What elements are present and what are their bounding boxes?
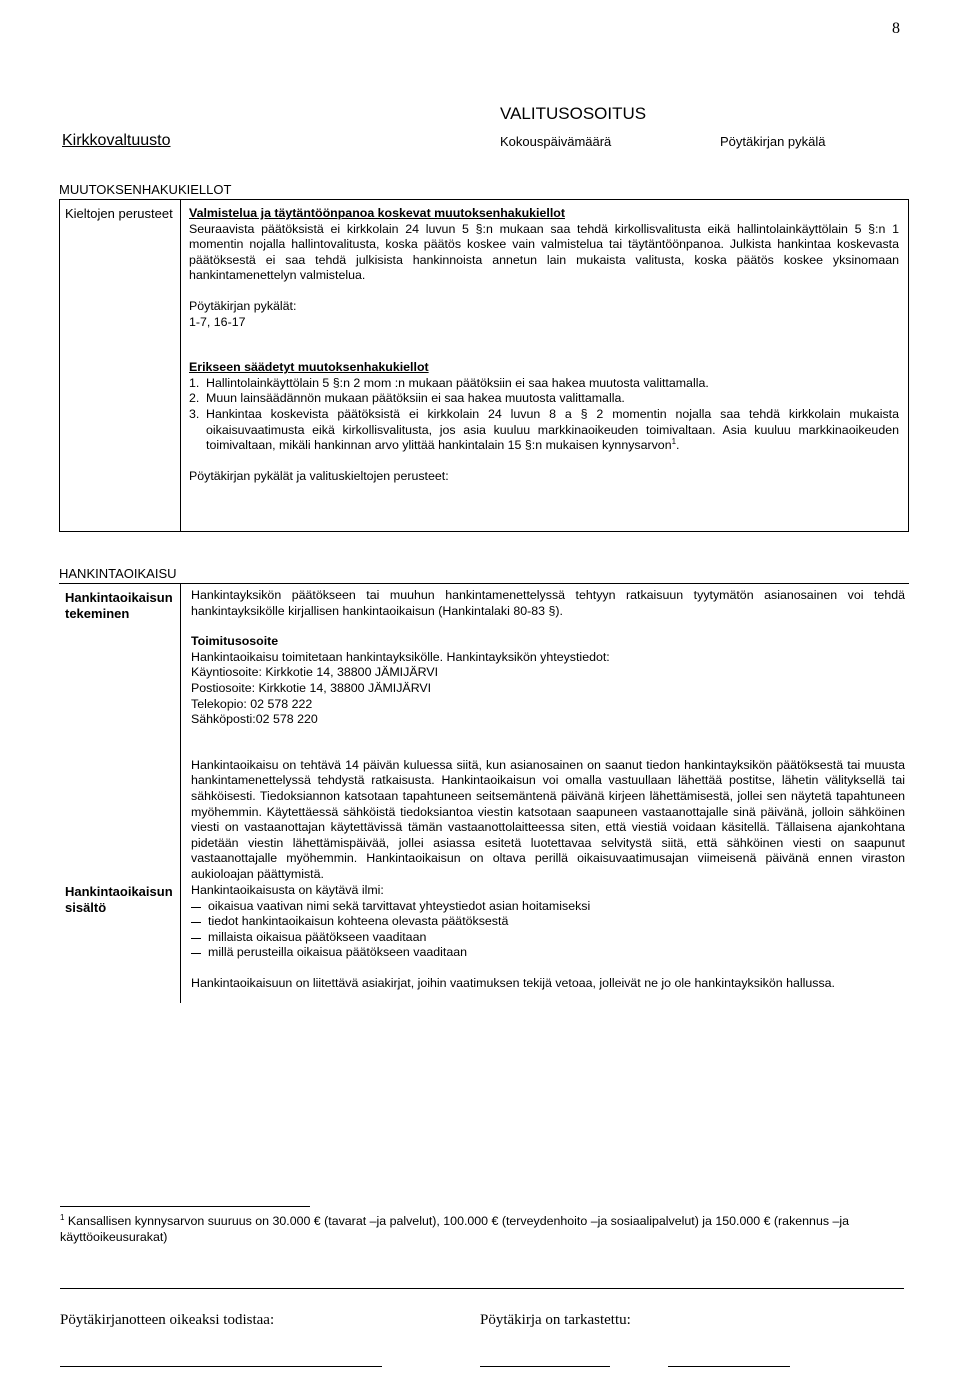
procurement-requirements — [191, 883, 905, 992]
attachments-note: Hankintaoikaisuun on liitettävä asiakirjat, joihin vaatimuksen tekijä vetoaa, jolleivät ne jo ole hankintayksikön hallussa. — [191, 975, 835, 990]
list-item: millä perusteilla oikaisua päätökseen vaaditaan — [191, 945, 905, 961]
procurement-making-label: Hankintaoikaisun tekeminen — [65, 590, 173, 621]
organization-name: Kirkkovaltuusto — [62, 132, 171, 149]
procurement-section-title: HANKINTAOIKAISU — [59, 566, 177, 581]
checked-label: Pöytäkirja on tarkastettu: — [480, 1312, 631, 1328]
restriction-paragraph: Seuraavista päätöksistä ei kirkkolain 24 luvun 5 §:n mukaan saa tehdä kirkollisvalitusta eikä hallintolainkäyttölain 5 §:n 1 momentin nojalla hallintovalitusta, koska päätös koskee vain valmistelua tai täytäntöönpanoa. Julkista hankintaa koskevasta päätöksestä ei saa tehdä julkisista hankinnoista annetun lain mukaista valitusta, koska päätös koskee yksinomaan hankintamenettelyn valmistelua. — [189, 221, 899, 283]
certified-label: Pöytäkirjanotteen oikeaksi todistaa: — [60, 1312, 275, 1328]
list-item: tiedot hankintaoikaisun kohteena olevasta päätöksestä — [191, 914, 905, 930]
procurement-content-label: Hankintaoikaisun sisältö — [65, 884, 173, 915]
content-intro: Hankintaoikaisusta on käytävä ilmi: — [191, 883, 384, 897]
list-item: 2. Muun lainsäädännön mukaan päätöksiin ei saa hakea muutosta valittamalla. — [189, 391, 625, 406]
bottom-rule — [60, 1288, 904, 1289]
grounds-label: Pöytäkirjan pykälät ja valituskieltojen perusteet: — [189, 468, 449, 483]
signature-line[interactable] — [668, 1366, 790, 1367]
footnote-separator — [60, 1206, 310, 1207]
list-item: oikaisua vaativan nimi sekä tarvittavat yhteystiedot asian hoitamiseksi — [191, 899, 905, 915]
page-number: 8 — [892, 20, 900, 37]
delivery-line: Postiosoite: Kirkkotie 14, 38800 JÄMIJÄRVI — [191, 680, 432, 695]
procurement-top-rule — [59, 583, 909, 584]
signature-line[interactable] — [60, 1366, 382, 1367]
meeting-date-label: Kokouspäivämäärä — [500, 134, 612, 149]
special-restrictions-heading: Erikseen säädetyt muutoksenhakukiellot — [189, 360, 429, 375]
restriction-content — [189, 206, 899, 484]
procurement-intro: Hankintayksikön päätökseen tai muuhun hankintamenettelyssä tehtyyn ratkaisuun tyytymätön asianosainen voi tehdä hankintayksikölle kirjallisen hankintaoikaisun (Hankintalaki 80-83 §). — [191, 588, 905, 618]
restriction-column-divider — [180, 199, 181, 532]
list-item: 3. Hankintaa koskevista päätöksistä ei kirkkolain 24 luvun 8 a § 2 momentin nojalla saa tehdä kirkkolain mukaista oikaisuvaatimusta eikä kirkollisvalitusta, jos asia kuuluu markkinaoikeuden toimivaltaan. Asia kuuluu markkinaoikeuden toimivaltaan, mikäli hankinnan arvo ylittää hankintalain 15 §:n mukaisen kynnysarvon$^1$. — [189, 406, 899, 453]
procurement-column-divider — [180, 583, 181, 1003]
restriction-left-label: Kieltojen perusteet — [65, 206, 173, 221]
document-title: VALITUSOSOITUS — [500, 104, 647, 123]
signature-line[interactable] — [480, 1366, 610, 1367]
section-label: Pöytäkirjan pykälä — [720, 134, 826, 149]
list-item: millaista oikaisua päätökseen vaaditaan — [191, 930, 905, 946]
footnote-mark: 1 — [60, 1213, 65, 1222]
delivery-line: Käyntiosoite: Kirkkotie 14, 38800 JÄMIJÄRVI — [191, 665, 439, 680]
sections-value: 1-7, 16-17 — [189, 314, 246, 329]
restriction-heading: Valmistelua ja täytäntöönpanoa koskevat muutoksenhakukiellot — [189, 206, 565, 220]
footnote — [60, 1214, 890, 1245]
delivery-line: Sähköposti:02 578 220 — [191, 712, 318, 727]
delivery-heading: Toimitusosoite — [191, 634, 279, 649]
content-items-list — [191, 899, 905, 961]
footnote-reference[interactable]: 1 — [671, 437, 677, 447]
sections-label: Pöytäkirjan pykälät: — [189, 298, 297, 313]
list-item: 1. Hallintolainkäyttölain 5 §:n 2 mom :n mukaan päätöksiin ei saa hakea muutosta valittamalla. — [189, 375, 709, 390]
delivery-line: Telekopio: 02 578 222 — [191, 696, 313, 711]
special-restrictions-list — [189, 376, 899, 454]
delivery-line: Hankintaoikaisu toimitetaan hankintayksikölle. Hankintayksikön yhteystiedot: — [191, 649, 610, 664]
restriction-section-title: MUUTOKSENHAKUKIELLOT — [59, 182, 232, 197]
deadline-paragraph: Hankintaoikaisu on tehtävä 14 päivän kuluessa siitä, kun asianosainen on saanut tiedon hankintayksikön päätöksestä tai muusta hankintamenettelyssä tehdystä ratkaisusta. Hankintaoikaisun voi omalla vastuullaan lähettää postitse, lähetin välityksellä tai sähköisesti. Tiedoksiannon katsotaan tapahtuneen seitsemäntenä päivänä kirjeen lähettämisestä, jollei sen näytetä tapahtuneen myöhemmin. Käytettäessä sähköistä tiedoksiantoa viestin katsotaan saapuneen vastaanottajalle sinä päivänä, jolloin sähköinen viesti on vastaanottajan käytettävissä tämän vastaanottolaitteessa siten, että viestiä voidaan käsitellä. Tällaisena ajankohtana pidetään viestin lähettämispäivää, jollei asiassa esitetä luotettavaa selvitystä siitä, että sähköinen viesti on saapunut vastaanottajalle myöhemmin. Hankintaoikaisun on oltava perillä oikaisuvaatimusajan viimeisenä päivänä ennen viraston aukioloajan päättymistä. — [191, 757, 905, 881]
procurement-content — [191, 588, 905, 883]
footnote-text: Kansallisen kynnysarvon suuruus on 30.000 € (tavarat –ja palvelut), 100.000 € (terveydenhoito –ja sosiaalipalvelut) ja 150.000 € (rakennus –ja käyttöoikeusurakat) — [60, 1214, 850, 1244]
